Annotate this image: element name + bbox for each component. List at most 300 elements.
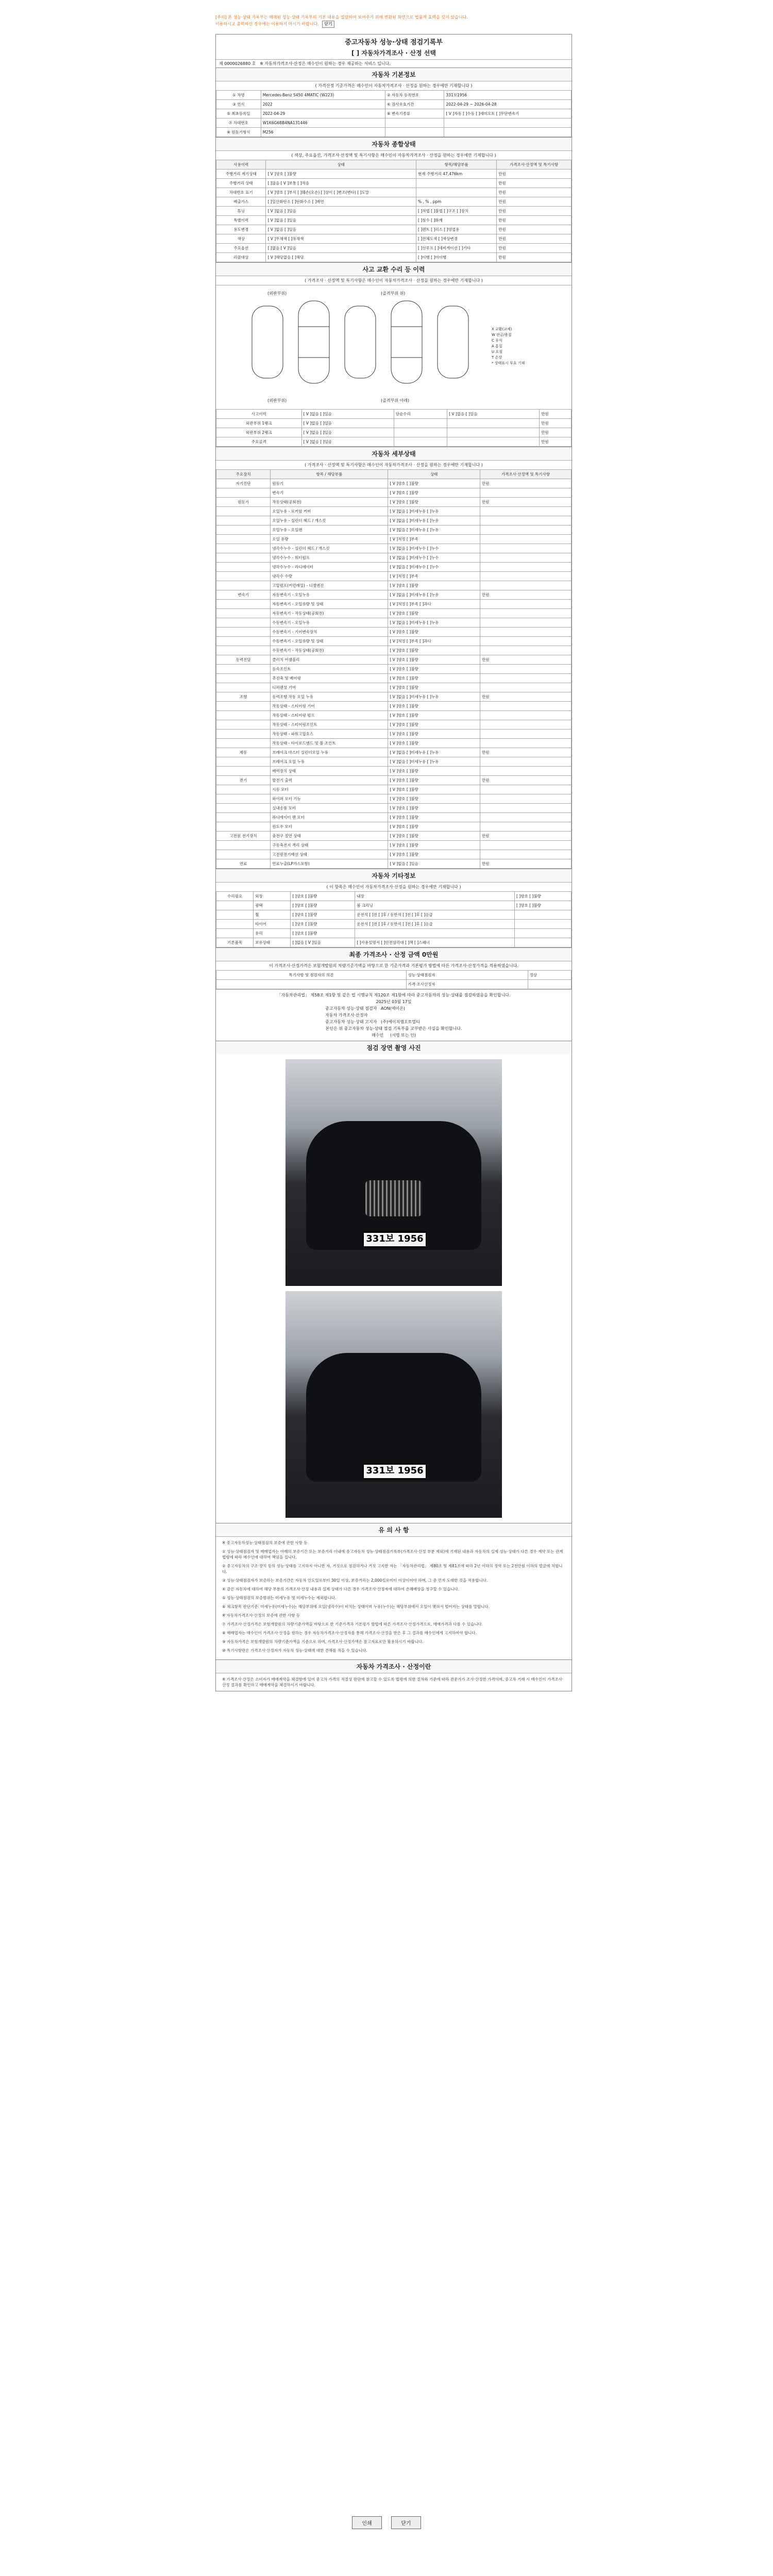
- general-status-row: [216, 188, 572, 197]
- detail-status-cell: [480, 683, 571, 692]
- detail-status-cell: [480, 757, 571, 767]
- basic-info-row: [216, 128, 572, 137]
- other-info-cell: [514, 920, 571, 929]
- basic-info-cell: W1K6G6BB4NA131446: [261, 118, 385, 128]
- detail-status-cell: 와이퍼 모터 기능: [271, 794, 388, 804]
- accident-history-cell: [ V ]없음 [ ]있음: [301, 428, 394, 437]
- general-status-cell: 만원: [497, 179, 572, 188]
- detail-status-cell: [480, 609, 571, 618]
- detail-status-cell: [ V ]양호 [ ]불량: [388, 850, 480, 859]
- detail-status-cell: [216, 628, 271, 637]
- detail-status-cell: 원동기: [271, 479, 388, 488]
- note-item: ⑦ 가격조사·산정가격은 보험개발원의 차량기준가액을 바탕으로 한 기준가격과 기본평가 방법에 따른 가격조사·산정가격으로, 매매가격과 다를 수 있습니다.: [222, 1622, 483, 1626]
- detail-status-row: [216, 488, 572, 498]
- detail-status-cell: [480, 581, 571, 590]
- detail-status-cell: [216, 526, 271, 535]
- other-info-cell: 유리: [254, 929, 291, 938]
- detail-status-cell: 변속기: [216, 590, 271, 600]
- basic-info-cell: 2022: [261, 100, 385, 109]
- detail-status-cell: [480, 553, 571, 563]
- detail-status-row: [216, 526, 572, 535]
- general-status-cell: 차대번호 표기: [216, 188, 266, 197]
- other-info-cell: 외장: [254, 892, 291, 901]
- price-assessor-line: [222, 1012, 565, 1019]
- accident-history-cell: 만원: [540, 419, 572, 428]
- other-info-cell: 기본품목: [216, 938, 254, 947]
- other-info-row: [216, 892, 572, 901]
- general-status-cell: 만원: [497, 207, 572, 216]
- general-status-cell: [416, 188, 497, 197]
- detail-status-cell: 수동변속기 - 기어변속장치: [271, 628, 388, 637]
- detail-status-cell: [480, 841, 571, 850]
- other-info-cell: 운전석 [ ]전 [ ]후 / 동반석 [ ]전 [ ]후 [ ]응급: [355, 910, 515, 920]
- detail-status-row: [216, 553, 572, 563]
- general-status-title: 자동차 종합상태: [216, 137, 572, 150]
- detail-status-cell: [480, 730, 571, 739]
- view-label-outer-2: (외판부위): [267, 398, 287, 403]
- legend-item: A 흠집: [492, 344, 502, 348]
- detail-status-cell: [480, 739, 571, 748]
- general-status-row: [216, 225, 572, 234]
- detail-status-cell: 시동 모터: [271, 785, 388, 794]
- detail-status-cell: [480, 711, 571, 720]
- detail-status-row: [216, 581, 572, 590]
- basic-info-row: [216, 91, 572, 100]
- basic-info-table: [216, 90, 572, 137]
- detail-status-cell: [ V ]없음 [ ]미세누유 [ ]누유: [388, 692, 480, 702]
- detail-status-cell: [ V ]양호 [ ]불량: [388, 794, 480, 804]
- detail-status-cell: [ V ]양호 [ ]불량: [388, 730, 480, 739]
- detail-status-cell: [ V ]양호 [ ]불량: [388, 581, 480, 590]
- detail-status-cell: [ V ]없음 [ ]미세누유 [ ]누유: [388, 757, 480, 767]
- other-info-row: [216, 920, 572, 929]
- detail-status-row: [216, 692, 572, 702]
- detail-status-row: [216, 618, 572, 628]
- detail-status-cell: 연료: [216, 859, 271, 869]
- accident-history-cell: [447, 419, 540, 428]
- detail-status-row: [216, 785, 572, 794]
- detail-status-cell: [216, 702, 271, 711]
- basic-info-cell: ⑥ 변속기종류: [385, 109, 444, 118]
- detail-status-cell: [ V ]양호 [ ]불량: [388, 767, 480, 776]
- detail-status-cell: [480, 794, 571, 804]
- detail-status-row: [216, 544, 572, 553]
- detail-status-row: [216, 646, 572, 655]
- other-info-cell: [514, 929, 571, 938]
- detail-status-cell: [ V ]없음 [ ]미세누수 [ ]누수: [388, 563, 480, 572]
- basic-info-cell: ③ 연식: [216, 100, 261, 109]
- other-info-cell: [ ]양호 [ ]불량: [291, 920, 355, 929]
- general-status-cell: [ ]없음 [ V ]있음: [266, 244, 416, 253]
- photos-title: 점검 장면 촬영 사진: [216, 1041, 572, 1054]
- detail-status-cell: [ V ]없음 [ ]미세누수 [ ]누수: [388, 544, 480, 553]
- detail-status-cell: [ V ]없음 [ ]미세누유 [ ]누유: [388, 526, 480, 535]
- note-item: ※ 자동차가격조사·산정의 보증에 관한 사항 등: [222, 1613, 300, 1618]
- detail-status-row: [216, 850, 572, 859]
- final-remarks-cell: [528, 980, 571, 989]
- notice-banner: [215, 14, 571, 28]
- detail-status-cell: 냉각수누수 - 실린더 헤드 / 개스킷: [271, 544, 388, 553]
- detail-status-cell: 만원: [480, 590, 571, 600]
- detail-status-cell: 작동상태 - 스티어링조인트: [271, 720, 388, 730]
- general-status-cell: 색상: [216, 234, 266, 244]
- general-status-cell: [ V ]양호 [ ]불량: [266, 170, 416, 179]
- other-info-cell: 보유상태: [254, 938, 291, 947]
- basic-info-cell: ② 자동차 등록번호: [385, 91, 444, 100]
- legend-item: T 손상: [492, 355, 502, 360]
- other-info-cell: [ ]양호 [ ]불량: [291, 901, 355, 910]
- front-car-photo: [285, 1059, 502, 1286]
- detail-status-cell: [ V ]양호 [ ]불량: [388, 655, 480, 665]
- detail-status-cell: [ V ]양호 [ ]불량: [388, 776, 480, 785]
- detail-status-cell: [ V ]없음 [ ]있음: [388, 859, 480, 869]
- detail-status-cell: [ V ]양호 [ ]불량: [388, 628, 480, 637]
- detail-status-row: [216, 794, 572, 804]
- detail-status-row: [216, 637, 572, 646]
- accident-history-cell: 만원: [540, 437, 572, 447]
- detail-status-cell: 고전원전기배선 상태: [271, 850, 388, 859]
- detail-status-cell: 변속기: [271, 488, 388, 498]
- general-header-price: 가격조사·산정액 및 특기사항: [497, 160, 572, 170]
- detail-status-cell: 만원: [480, 692, 571, 702]
- view-label-frame-top: (골격부위 위): [381, 291, 406, 296]
- detail-status-row: [216, 711, 572, 720]
- detail-status-cell: [480, 488, 571, 498]
- detail-status-cell: 냉각수 수량: [271, 572, 388, 581]
- note-item: ※ 중고자동차성능·상태점검의 보증에 관한 사항 등: [222, 1540, 308, 1545]
- detail-status-cell: [ V ]양호 [ ]불량: [388, 804, 480, 813]
- other-info-cell: [ ]없음 [ V ]있음: [291, 938, 355, 947]
- general-status-cell: [416, 179, 497, 188]
- detail-status-cell: 만원: [480, 776, 571, 785]
- detail-status-row: [216, 572, 572, 581]
- accident-history-table: [216, 409, 572, 447]
- inspection-document: [215, 34, 572, 1691]
- detail-status-cell: 라디에이터 팬 모터: [271, 813, 388, 822]
- detail-status-cell: [480, 804, 571, 813]
- notice-text-2: 이용하시고 출력하신 경우에는 이용하지 마시기 바랍니다.: [215, 22, 319, 26]
- view-label-frame-bottom: (골격부위 아래): [381, 398, 410, 403]
- final-remarks-row: [216, 980, 572, 989]
- detail-status-cell: [480, 618, 571, 628]
- detail-status-cell: [ V ]양호 [ ]불량: [388, 609, 480, 618]
- detail-status-cell: [480, 702, 571, 711]
- detail-status-cell: [ V ]양호 [ ]불량: [388, 813, 480, 822]
- price-assessment-title: 자동차 가격조사 · 산정이란: [216, 1659, 572, 1673]
- detail-status-cell: [480, 628, 571, 637]
- basic-info-row: [216, 109, 572, 118]
- detail-status-cell: 냉각수누수 - 라디에이터: [271, 563, 388, 572]
- other-info-cell: [ ]양호 [ ]불량: [514, 901, 571, 910]
- accident-history-cell: [ V ]없음 [ ]있음: [301, 419, 394, 428]
- general-status-cell: [ V ]없음 [ ]있음: [266, 216, 416, 225]
- other-info-table: [216, 891, 572, 947]
- detail-status-row: [216, 702, 572, 711]
- close-button[interactable]: 닫기: [391, 2516, 421, 2529]
- accident-history-cell: [ V ]없음 [ ]있음: [301, 410, 394, 419]
- detail-status-cell: [216, 850, 271, 859]
- general-status-cell: 만원: [497, 216, 572, 225]
- general-status-cell: 주행거리 상태: [216, 179, 266, 188]
- detail-status-cell: 수동변속기 - 오일누유: [271, 618, 388, 628]
- detail-status-cell: 발전기 출력: [271, 776, 388, 785]
- detail-status-cell: [ V ]양호 [ ]불량: [388, 479, 480, 488]
- document-title: 중고자동차 성능·상태 점검기록부: [345, 39, 443, 46]
- legend-item: U 요철: [492, 350, 502, 354]
- detail-status-cell: [216, 757, 271, 767]
- general-status-cell: 주행거리 계기상태: [216, 170, 266, 179]
- basic-info-cell: [444, 118, 572, 128]
- detail-status-cell: [216, 572, 271, 581]
- print-button[interactable]: 인쇄: [352, 2516, 381, 2529]
- detail-status-cell: [216, 804, 271, 813]
- detail-status-cell: [ V ]양호 [ ]불량: [388, 841, 480, 850]
- notifier-label: 중고자동차 성능·상태 고지자: [325, 1020, 377, 1024]
- legend-note: * 상태표시 부호 기재: [492, 361, 525, 365]
- general-status-cell: 만원: [497, 244, 572, 253]
- detail-status-row: [216, 720, 572, 730]
- other-info-cell: [216, 901, 254, 910]
- general-header-item: 항목/해당부품: [416, 160, 497, 170]
- detail-status-cell: [216, 785, 271, 794]
- general-status-cell: [ ]전체도색 [ ]색상변경: [416, 234, 497, 244]
- accident-history-cell: 외판부위 1랭크: [216, 419, 302, 428]
- note-item: ② 중고자동차의 구조·장치 등의 성능·상태를 고지하지 아니한 자, 거짓으로 점검하거나 거짓 고지한 자는 「자동차관리법」 제80조 및 제81조에 따라 2년 이하의 징역 또는 2천만원 이하의 벌금에 처합니다.: [222, 1564, 563, 1574]
- view-label-outer: (외판부위): [267, 291, 287, 296]
- general-status-cell: [ ]적법 [ ]불법 [ ]구조 [ ]장치: [416, 207, 497, 216]
- document-description: ※ 자동차가격조사·산정은 매수인이 원하는 경우 제공하는 서비스 입니다.: [260, 61, 391, 66]
- other-info-cell: 광택: [254, 901, 291, 910]
- detail-status-cell: [ V ]양호 [ ]불량: [388, 646, 480, 655]
- basic-info-cell: [385, 128, 444, 137]
- accident-history-cell: 만원: [540, 428, 572, 437]
- basic-info-cell: 2022-04-29 ~ 2026-04-28: [444, 100, 572, 109]
- detail-status-cell: [216, 581, 271, 590]
- law-statement: 「자동차관리법」 제58조 제1항 및 같은 법 시행규칙 제120조 제1항에 따라 중고자동차의 성능·상태를 점검하였음을 확인합니다.: [277, 993, 511, 997]
- general-status-row: [216, 234, 572, 244]
- general-header-history: 사용이력: [216, 160, 266, 170]
- basic-info-cell: [ V ]자동 [ ]수동 [ ]세미오토 [ ]무단변속기: [444, 109, 572, 118]
- general-status-cell: 만원: [497, 225, 572, 234]
- detail-status-row: [216, 776, 572, 785]
- detail-status-cell: [ V ]양호 [ ]불량: [388, 711, 480, 720]
- detail-status-cell: [ V ]없음 [ ]미세누유 [ ]누유: [388, 516, 480, 526]
- notifier-name: (주)에이치엠오토멀티: [381, 1020, 420, 1024]
- detail-status-row: [216, 655, 572, 665]
- note-item: ⑧ 매매업자는 매수인이 가격조사·산정을 원하는 경우 자동차가격조사·산정자를 통해 가격조사·산정을 받은 후 그 결과를 매수인에게 고지하여야 합니다.: [222, 1631, 477, 1635]
- detail-status-cell: 구동축전지 격리 상태: [271, 841, 388, 850]
- detail-status-cell: 만원: [480, 655, 571, 665]
- detail-header-status: 상태: [388, 470, 480, 479]
- signature-block: [216, 989, 572, 1041]
- general-status-cell: [ ]침수 [ ]화재: [416, 216, 497, 225]
- detail-status-cell: [216, 665, 271, 674]
- basic-info-cell: [444, 128, 572, 137]
- notice-text: [주의] 본 성능·상태 기록부는 매매된 성능·상태 기록부의 기본 내용을 열람하여 보여주기 위해 변환된 화면으로 법률적 효력을 갖지 않습니다.: [215, 15, 468, 20]
- detail-status-row: [216, 628, 572, 637]
- accident-history-row: [216, 428, 572, 437]
- accident-history-cell: [ V ]없음 [ ]있음: [447, 410, 540, 419]
- other-info-cell: 운전석 [ ]전 [ ]후 / 동반석 [ ]전 [ ]후 [ ]응급: [355, 920, 515, 929]
- detail-status-cell: 동력전달: [216, 655, 271, 665]
- detail-status-cell: 수동변속기 - 오일유량 및 상태: [271, 637, 388, 646]
- other-info-row: [216, 929, 572, 938]
- general-status-cell: [ ]선루프 [ ]네비게이션 [ ]기타: [416, 244, 497, 253]
- detail-status-cell: 고압펌프(커먼레일) - 디젤엔진: [271, 581, 388, 590]
- basic-info-cell: ① 차명: [216, 91, 261, 100]
- detail-status-cell: [480, 813, 571, 822]
- detail-status-cell: [ V ]양호 [ ]불량: [388, 832, 480, 841]
- detail-status-cell: [ V ]양호 [ ]불량: [388, 498, 480, 507]
- close-button-top[interactable]: 닫기: [322, 21, 334, 28]
- basic-info-title: 자동차 기본정보: [216, 67, 572, 81]
- basic-info-cell: [385, 118, 444, 128]
- detail-status-cell: 조향: [216, 692, 271, 702]
- detail-status-row: [216, 748, 572, 757]
- detail-status-row: [216, 665, 572, 674]
- general-status-cell: [ ]이행 [ ]미이행: [416, 253, 497, 262]
- detail-status-row: [216, 822, 572, 832]
- accident-history-cell: [394, 428, 447, 437]
- other-info-cell: [ ]양호 [ ]불량: [514, 892, 571, 901]
- general-header-status: 상태: [266, 160, 416, 170]
- price-assessment-text: ※ 가격조사·산정은 소비자가 매매계약을 체결함에 있어 중고차 가격의 적절성 판단에 참고할 수 있도록 법령에 의한 절차와 기준에 따라 전문가가 조사·산정한 가격이며, 중고차 거래 시 매수인이 가격조사·산정 결과를 확인하고 매매계약을 체결하시기 바랍니다.: [216, 1673, 572, 1691]
- basic-info-cell: ⑤ 최초등록일: [216, 109, 261, 118]
- detail-status-cell: [216, 544, 271, 553]
- basic-info-cell: 331보1956: [444, 91, 572, 100]
- note-item: ① 성능·상태점검자 및 매매업자는 아래의 보증기간 또는 보증거리 이내에 중고자동차 성능·상태점검기록부(가격조사·산정 부분 제외)에 기재된 내용과 자동차의 실제 성능·상태가 다른 경우 계약 또는 관계법령에 따라 매수인에 대하여 책임을 집니다.: [222, 1549, 563, 1560]
- notes-list: [216, 1536, 572, 1659]
- detail-status-cell: 디퍼렌셜 기어: [271, 683, 388, 692]
- detail-status-row: [216, 516, 572, 526]
- note-item: ⑥ 체크항목 판단기준: 미세누유(미세누수)는 해당부위에 오일(냉각수)이 비치는 상태이며 누유(누수)는 해당부위에서 오일이 맺혀서 떨어지는 상태를 말합니다.: [222, 1604, 490, 1609]
- basic-info-cell: Mercedes-Benz S450 4MATIC (W223): [261, 91, 385, 100]
- receipt-statement: 본인은 위 중고자동차 성능·상태 점검 기록부를 교부받은 사실을 확인합니다.: [325, 1026, 462, 1031]
- other-info-cell: 타이어: [254, 920, 291, 929]
- accident-history-cell: [394, 437, 447, 447]
- detail-header-device: 주요장치: [216, 470, 271, 479]
- note-item: ⑨ 자동차가격은 보험개발원의 차량기준가액을 기준으로 하며, 가격조사·산정가액은 참고자료로만 활용하시기 바랍니다.: [222, 1639, 424, 1644]
- detail-status-row: [216, 507, 572, 516]
- general-status-cell: [ V ]무채색 [ ]유채색: [266, 234, 416, 244]
- accident-history-cell: [447, 428, 540, 437]
- detail-status-cell: [ V ]양호 [ ]불량: [388, 720, 480, 730]
- final-remarks-cell: [216, 980, 407, 989]
- detail-status-cell: 연료누출(LP가스포함): [271, 859, 388, 869]
- basic-info-row: [216, 100, 572, 109]
- detail-status-cell: [480, 822, 571, 832]
- detail-status-cell: 원동기: [216, 498, 271, 507]
- license-plate-rear: 331보 1956: [363, 1464, 427, 1479]
- detail-header-item: 항목 / 해당부품: [271, 470, 388, 479]
- detail-status-cell: 오일누유 - 실린더 헤드 / 개스킷: [271, 516, 388, 526]
- detail-status-cell: 브레이크 마스터 실린더오일 누유: [271, 748, 388, 757]
- basic-info-row: [216, 118, 572, 128]
- detail-status-cell: [216, 794, 271, 804]
- detail-status-row: [216, 674, 572, 683]
- final-remarks-cell: 성능·상태점검자: [406, 971, 528, 980]
- basic-info-cell: 2022-04-29: [261, 109, 385, 118]
- general-status-cell: [ ]많음 [ V ]보통 [ ]적음: [266, 179, 416, 188]
- detail-status-cell: [480, 572, 571, 581]
- detail-status-cell: 추진축 및 베어링: [271, 674, 388, 683]
- note-item: ⑩ 특기사항란은 가격조사·산정자가 자동차 성능·상태에 대한 견해를 적을 수 있습니다.: [222, 1648, 367, 1653]
- general-status-cell: 현재 주행거리 47,476km: [416, 170, 497, 179]
- detail-status-cell: [216, 720, 271, 730]
- detail-status-cell: [216, 637, 271, 646]
- detail-status-cell: [ V ]양호 [ ]불량: [388, 702, 480, 711]
- other-info-cell: [355, 929, 515, 938]
- detail-status-cell: [ V ]적정 [ ]부족: [388, 572, 480, 581]
- document-number: 제 0000026880 호: [219, 61, 256, 66]
- detail-status-cell: [480, 563, 571, 572]
- basic-info-cell: ⑧ 원동기형식: [216, 128, 261, 137]
- detail-header-price: 가격조사·산정액 및 특기사항: [480, 470, 571, 479]
- accident-history-cell: 외판부위 2랭크: [216, 428, 302, 437]
- other-info-row: [216, 938, 572, 947]
- signature-date: 2025년 03월 17일: [376, 999, 412, 1004]
- detail-status-cell: 클러치 어셈블리: [271, 655, 388, 665]
- detail-status-cell: 만원: [480, 859, 571, 869]
- detail-status-cell: [480, 665, 571, 674]
- detail-status-cell: [216, 516, 271, 526]
- detail-status-title: 자동차 세부상태: [216, 447, 572, 460]
- general-status-cell: 만원: [497, 253, 572, 262]
- basic-info-cell: ④ 검사유효기간: [385, 100, 444, 109]
- detail-status-cell: [ V ]양호 [ ]불량: [388, 674, 480, 683]
- detail-status-cell: [216, 841, 271, 850]
- other-info-cell: [216, 929, 254, 938]
- detail-status-cell: 충전구 절연 상태: [271, 832, 388, 841]
- accident-history-title: 사고 교환 수리 등 이력: [216, 262, 572, 276]
- buyer-seal: (서명 또는 인): [390, 1033, 416, 1038]
- detail-status-table: [216, 469, 572, 869]
- accident-history-row: [216, 419, 572, 428]
- inspector-label: 중고자동차 성능·상태 점검자: [325, 1006, 377, 1011]
- other-info-cell: [514, 910, 571, 920]
- detail-status-cell: [ V ]없음 [ ]미세누수 [ ]누수: [388, 553, 480, 563]
- general-status-cell: [ V ]양호 [ ]부식 [ ]훼손(오손) [ ]상이 [ ]변조(변타) [ ]도말: [266, 188, 416, 197]
- basic-info-cell: M256: [261, 128, 385, 137]
- detail-status-row: [216, 832, 572, 841]
- detail-status-cell: 윈도우 모터: [271, 822, 388, 832]
- detail-status-cell: [216, 822, 271, 832]
- detail-status-cell: 제동: [216, 748, 271, 757]
- detail-status-cell: [ V ]없음 [ ]미세누유 [ ]누유: [388, 507, 480, 516]
- detail-status-cell: [216, 739, 271, 748]
- general-status-cell: 배출가스: [216, 197, 266, 207]
- rear-car-photo: [285, 1291, 502, 1518]
- detail-status-cell: 자동변속기 - 오일누유: [271, 590, 388, 600]
- detail-status-cell: [480, 600, 571, 609]
- detail-status-cell: [480, 646, 571, 655]
- note-item: ③ 성능·상태점검자가 보증하는 보증기간은 자동차 인도일로부터 30일 이상, 보증거리는 2,000킬로미터 이상이어야 하며, 그 중 먼저 도래한 것을 적용합니다.: [222, 1578, 488, 1583]
- detail-status-cell: 자기진단: [216, 479, 271, 488]
- other-info-cell: [ ]양호 [ ]불량: [291, 892, 355, 901]
- general-status-row: [216, 253, 572, 262]
- detail-status-row: [216, 535, 572, 544]
- footer-buttons: [0, 2516, 773, 2529]
- detail-status-cell: [ V ]없음 [ ]미세누유 [ ]누유: [388, 590, 480, 600]
- other-info-title: 자동차 기타정보: [216, 869, 572, 882]
- detail-status-cell: 작동상태 - 파워고압호스: [271, 730, 388, 739]
- detail-status-row: [216, 739, 572, 748]
- final-remarks-row: [216, 971, 572, 980]
- detail-status-cell: [480, 720, 571, 730]
- general-status-row: [216, 207, 572, 216]
- detail-status-cell: [ V ]양호 [ ]불량: [388, 665, 480, 674]
- accident-history-cell: 사고이력: [216, 410, 302, 419]
